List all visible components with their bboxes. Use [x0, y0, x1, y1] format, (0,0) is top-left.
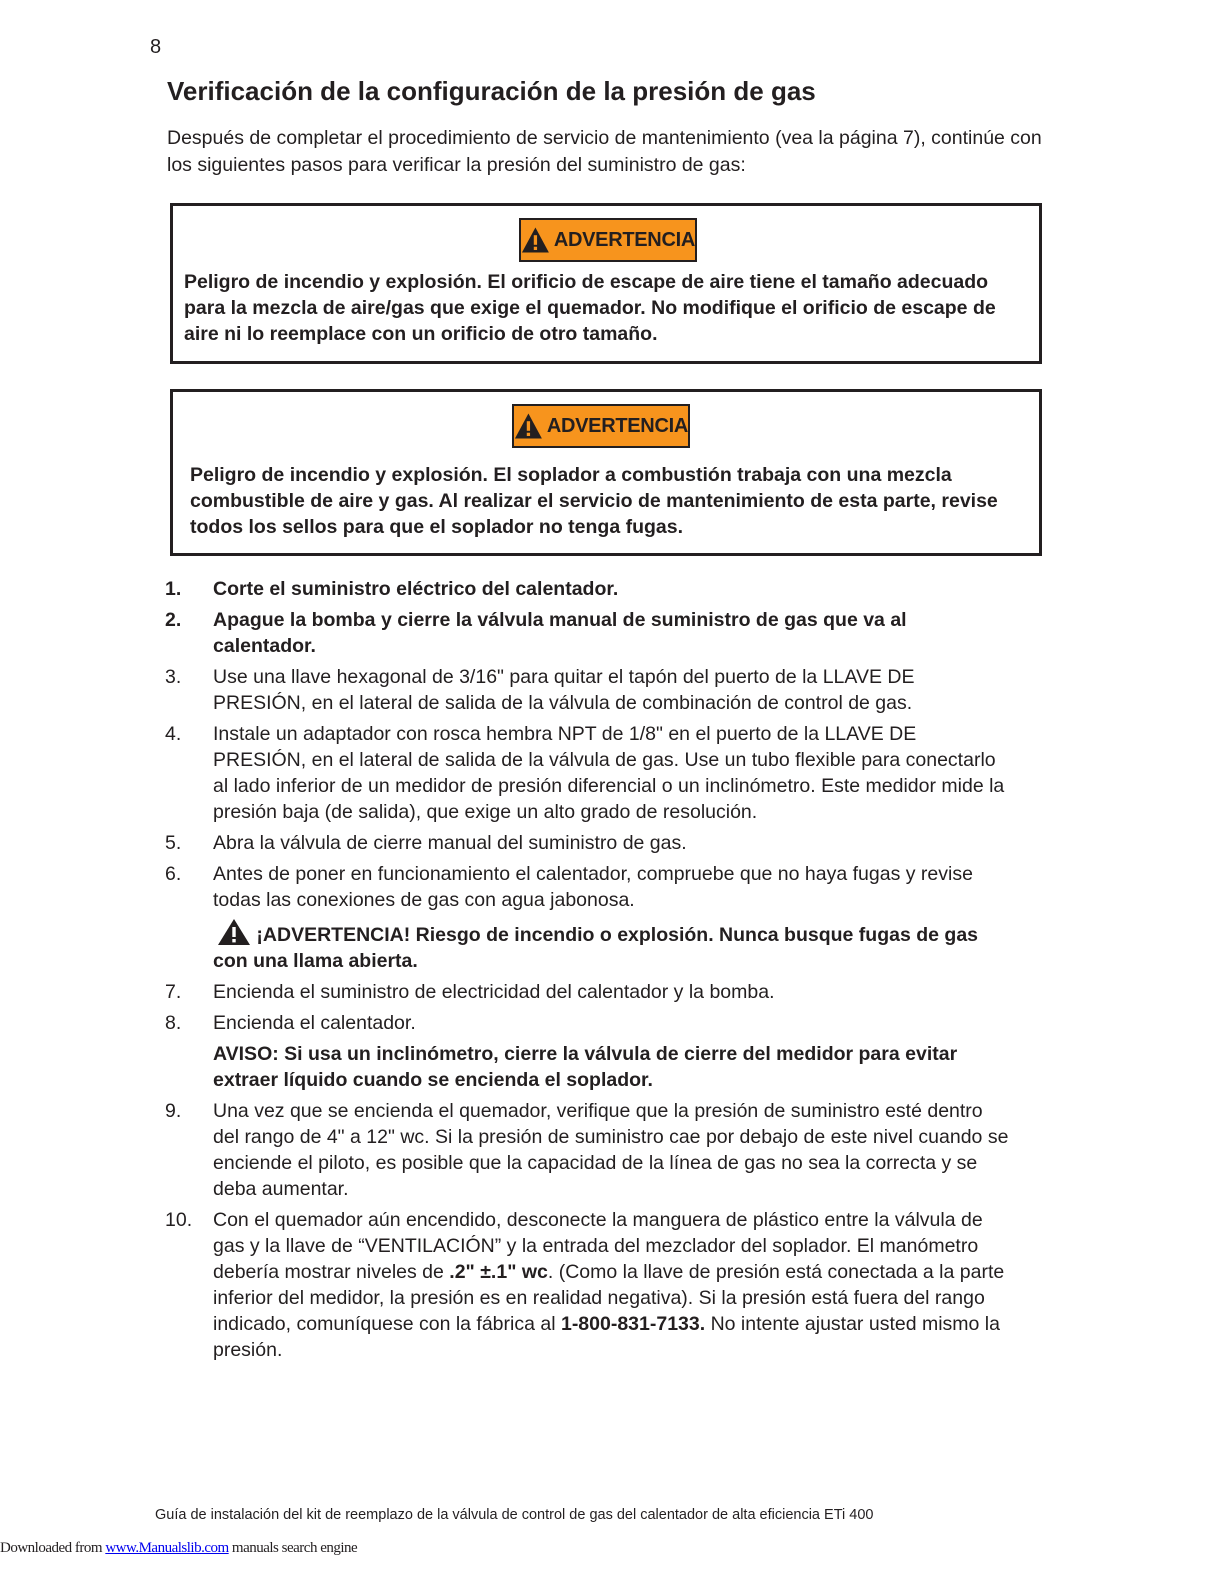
- phone-number: 1-800-831-7133.: [560, 1313, 706, 1335]
- list-item: [165, 861, 1055, 913]
- step-number: 8.: [165, 1012, 182, 1034]
- warning-badge-label: ADVERTENCIA: [553, 228, 695, 251]
- procedure-steps: [165, 576, 1055, 1368]
- step-text: Apague la bomba y cierre la válvula manual de suministro de gas que va al calentador.: [213, 609, 907, 657]
- step-text: Antes de poner en funcionamiento el calentador, compruebe que no haya fugas y revise todas las conexiones de gas con agua jabonosa.: [213, 863, 973, 911]
- list-item: [165, 607, 1055, 659]
- step-text: Instale un adaptador con rosca hembra NPT de 1/8" en el puerto de la LLAVE DE PRESIÓN, en el lateral de salida de la válvula de gas. Use un tubo flexible para conectarlo al lado inferior de un medidor de presión diferencial o un inclinómetro. Este medidor mide la presión baja (de salida), que exige un alto grado de resolución.: [213, 723, 1005, 823]
- intro-paragraph: Después de completar el procedimiento de servicio de mantenimiento (vea la página 7), continúe con los siguientes pasos para verificar la presión del suministro de gas:: [167, 127, 1042, 176]
- step-text: Abra la válvula de cierre manual del suministro de gas.: [213, 832, 687, 854]
- step-number: 2.: [165, 609, 182, 631]
- warning-triangle-icon: [521, 226, 550, 254]
- warning-badge: [519, 218, 697, 262]
- list-item: [165, 664, 1055, 716]
- step-text-part: . (Como la llave de presión está conectada a la parte inferior del medidor, la presión es en realidad negativa). Si la presión está fuera del rango indicado, comuníquese con la fábrica al: [213, 1261, 1005, 1335]
- step-text: [213, 1207, 1013, 1363]
- warning-triangle-icon: [514, 412, 543, 440]
- inline-warning: [213, 918, 1013, 974]
- warning-text: Peligro de incendio y explosión. El orificio de escape de aire tiene el tamaño adecuado para la mezcla de aire/gas que exige el quemador. No modifique el orificio de escape de aire ni lo reemplace con un orificio de otro tamaño.: [184, 271, 996, 345]
- step-text-part: No intente ajustar usted mismo la presión.: [213, 1313, 1000, 1361]
- step-text-part: Con el quemador aún encendido, desconecte la manguera de plástico entre la válvula de gas y la llave de “VENTILACIÓN” y la entrada del mezclador del soplador. El manómetro debería mostrar niveles de: [213, 1209, 983, 1283]
- inline-warning-text: ¡ADVERTENCIA! Riesgo de incendio o explosión. Nunca busque fugas de gas con una llama abierta.: [213, 924, 979, 972]
- download-prefix: Downloaded from: [0, 1540, 106, 1556]
- step-number: 4.: [165, 723, 182, 745]
- download-attribution: [0, 1540, 357, 1557]
- warning-box-blower: [170, 389, 1042, 556]
- warning-triangle-icon: [217, 918, 251, 946]
- step-text: Encienda el suministro de electricidad del calentador y la bomba.: [213, 981, 775, 1003]
- notice: AVISO: Si usa un inclinómetro, cierre la válvula de cierre del medidor para evitar extraer líquido cuando se encienda el soplador.: [213, 1043, 958, 1091]
- step-number: 3.: [165, 666, 182, 688]
- step-number: 1.: [165, 578, 182, 600]
- warning-box-air-orifice: [170, 203, 1042, 364]
- step-text: Use una llave hexagonal de 3/16" para quitar el tapón del puerto de la LLAVE DE PRESIÓN, en el lateral de salida de la válvula de combinación de control de gas.: [213, 666, 915, 714]
- list-item: [165, 830, 1055, 856]
- step-text: Una vez que se encienda el quemador, verifique que la presión de suministro esté dentro del rango de 4" a 12" wc. Si la presión de suministro cae por debajo de este nivel cuando se enciende el piloto, es posible que la capacidad de la línea de gas no sea la correcta y se deba aumentar.: [213, 1100, 1009, 1200]
- step-text: Encienda el calentador.: [213, 1012, 416, 1034]
- step-number: 9.: [165, 1100, 182, 1122]
- step-number: 7.: [165, 981, 182, 1003]
- pressure-value: .2" ±.1" wc: [449, 1261, 548, 1283]
- step-number: 6.: [165, 863, 182, 885]
- warning-text: Peligro de incendio y explosión. El soplador a combustión trabaja con una mezcla combustible de aire y gas. Al realizar el servicio de mantenimiento de esta parte, revise todos los sellos para que el soplador no tenga fugas.: [190, 464, 998, 538]
- page-number: 8: [150, 36, 162, 58]
- list-item: [165, 1010, 1055, 1036]
- list-item: [165, 721, 1055, 825]
- step-number: 10.: [165, 1209, 193, 1231]
- list-item: [165, 1098, 1055, 1202]
- list-item: [165, 1207, 1055, 1363]
- page-title: Verificación de la configuración de la presión de gas: [167, 76, 816, 106]
- list-item: [165, 979, 1055, 1005]
- page-footer: Guía de instalación del kit de reemplazo de la válvula de control de gas del calentador de alta eficiencia ETi 400: [155, 1507, 874, 1523]
- download-suffix: manuals search engine: [228, 1540, 358, 1556]
- step-text: Corte el suministro eléctrico del calentador.: [213, 578, 619, 600]
- step-number: 5.: [165, 832, 182, 854]
- list-item: [165, 576, 1055, 602]
- manualslib-link[interactable]: www.Manualslib.com: [105, 1540, 229, 1556]
- warning-badge: [512, 404, 690, 448]
- warning-badge-label: ADVERTENCIA: [546, 414, 688, 437]
